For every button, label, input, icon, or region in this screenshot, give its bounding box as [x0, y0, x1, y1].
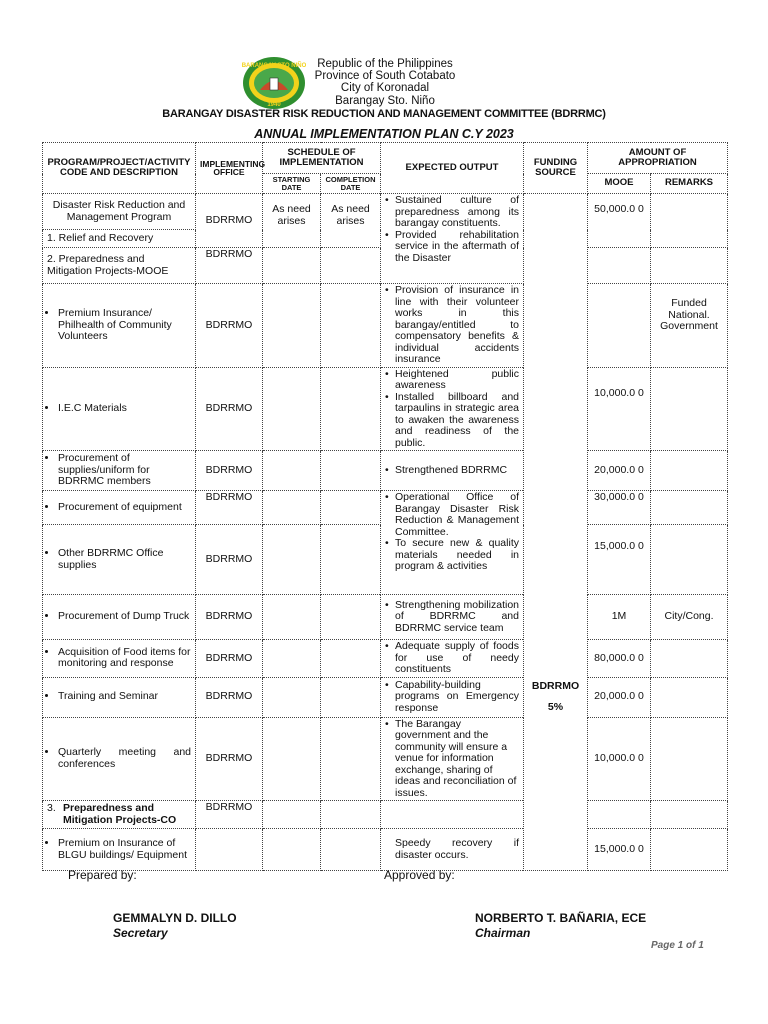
remarks-cell [651, 248, 728, 284]
address-line: Barangay Sto. Niño [335, 94, 435, 107]
mooe-cell [588, 248, 651, 284]
office-cell [196, 829, 263, 871]
start-date-cell [263, 677, 321, 717]
mooe-cell: 50,000.0 0 [588, 194, 651, 248]
svg-text:BARANGAY STO NIÑO: BARANGAY STO NIÑO [242, 63, 306, 69]
office-cell: BDRRMO [196, 194, 263, 248]
address-block [300, 58, 470, 107]
barangay-seal-icon [242, 56, 306, 110]
remarks-header: REMARKS [651, 174, 728, 194]
start-date-cell [263, 829, 321, 871]
output-cell: • Capability-building programs on Emergency response [381, 677, 524, 717]
program-item: • Quarterly meeting and conferences [58, 747, 191, 770]
approved-by-label: Approved by: [384, 868, 455, 882]
output-cell: • Heightened public awareness • Installed billboard and tarpaulins in strategic area to awaken the awareness and readiness of the public. [381, 367, 524, 451]
end-date-cell [321, 451, 381, 491]
office-cell: BDRRMO [196, 640, 263, 678]
end-date-cell [321, 595, 381, 640]
output-text: Installed billboard and tarpaulins in strategic area to awaken the awareness and readiness of the public. [395, 390, 519, 449]
mooe-cell: 30,000.0 0 [588, 491, 651, 525]
program-item: • Premium Insurance/ Philhealth of Community Volunteers [58, 308, 191, 343]
mooe-cell: 20,000.0 0 [588, 677, 651, 717]
page-number: Page 1 of 1 [651, 940, 704, 951]
program-header: PROGRAM/PROJECT/ACTIVITY CODE AND DESCRIPTION [43, 143, 196, 194]
output-header: EXPECTED OUTPUT [381, 143, 524, 194]
output-cell: • The Barangay government and the community will ensure a venue for information exchange, sharing of ideas and reconciliation of issues. [381, 717, 524, 801]
address-line: Republic of the Philippines [317, 58, 453, 70]
program-cell [43, 595, 196, 640]
funding-percent: 5% [547, 701, 564, 713]
completion-date-header: COMPLETION DATE [321, 174, 381, 194]
program-cell [43, 717, 196, 801]
remarks-cell [651, 640, 728, 678]
output-cell: • Strengthening mobilization of BDRRMC and BDRRMC service team [381, 595, 524, 640]
start-date-cell [263, 284, 321, 368]
address-line: City of Koronadal [340, 82, 430, 95]
starting-date-header: STARTING DATE [263, 174, 321, 194]
prepared-by-position: Secretary [113, 926, 168, 940]
program-item: Preparedness and Mitigation Projects-CO [63, 802, 177, 826]
office-cell: BDRRMO [196, 248, 263, 284]
remarks-cell [651, 367, 728, 451]
program-cell [43, 829, 196, 871]
mooe-cell: 10,000.0 0 [588, 367, 651, 451]
remarks-cell [651, 525, 728, 595]
mooe-cell: 10,000.0 0 [588, 717, 651, 801]
output-text: The Barangay government and the community will ensure a venue for information exchange, sharing of ideas and reconciliation of issues. [395, 717, 517, 799]
amount-header: AMOUNT OF APPROPRIATION [588, 143, 728, 174]
program-item: • I.E.C Materials [58, 403, 191, 415]
program-cell [43, 525, 196, 595]
remarks-cell [651, 491, 728, 525]
output-cell: • Adequate supply of foods for use of needy constituents [381, 640, 524, 678]
program-item: • Procurement of Dump Truck [58, 611, 191, 623]
program-cell [43, 677, 196, 717]
output-text: Sustained culture of preparedness among its barangay constituents. [395, 194, 519, 229]
end-date-cell [321, 367, 381, 451]
output-text: Strengthening mobilization of BDRRMC and BDRRMC service team [395, 598, 519, 634]
program-item: • Training and Seminar [58, 691, 191, 703]
end-date-cell [321, 248, 381, 284]
program-cell [43, 367, 196, 451]
end-date-cell [321, 829, 381, 871]
prepared-by-label: Prepared by: [68, 868, 137, 882]
program-cell: 1. Relief and Recovery [43, 230, 196, 248]
mooe-header: MOOE [588, 174, 651, 194]
output-cell: Speedy recovery if disaster occurs. [381, 829, 524, 871]
prepared-by-name: GEMMALYN D. DILLO [113, 911, 237, 925]
program-item: • Premium on Insurance of BLGU buildings/ Equipment [58, 838, 191, 861]
mooe-cell: 20,000.0 0 [588, 451, 651, 491]
schedule-header: SCHEDULE OF IMPLEMENTATION [263, 143, 381, 174]
office-cell: BDRRMO [196, 525, 263, 595]
office-cell: BDRRMO [196, 595, 263, 640]
start-date-cell [263, 640, 321, 678]
program-cell [43, 451, 196, 491]
output-cell: • Operational Office of Barangay Disaster Risk Reduction & Management Committee. • To secure new & quality materials needed in program & activities [381, 491, 524, 595]
svg-text:1940: 1940 [267, 102, 281, 108]
output-text: Provision of insurance in line with their volunteer works in this barangay/entitled to compensatory benefits & individual accidents insurance [395, 284, 519, 365]
output-text: Capability-building programs on Emergency response [395, 678, 519, 714]
end-date-cell [321, 284, 381, 368]
approved-by-position: Chairman [475, 926, 531, 940]
program-cell [43, 640, 196, 678]
mooe-cell [588, 284, 651, 368]
start-date-cell: As need arises [263, 194, 321, 248]
program-cell: Disaster Risk Reduction and Management Program [43, 194, 196, 230]
output-text: Operational Office of Barangay Disaster Risk Reduction & Management Committee. [395, 491, 519, 538]
remarks-cell [651, 194, 728, 248]
program-cell [43, 284, 196, 368]
output-cell: • Sustained culture of preparedness among its barangay constituents. • Provided rehabilitation service in the aftermath of the Disaster [381, 194, 524, 284]
remarks-cell [651, 801, 728, 829]
end-date-cell [321, 717, 381, 801]
end-date-cell [321, 640, 381, 678]
remarks-cell: Funded National. Government [651, 284, 728, 368]
remarks-cell [651, 829, 728, 871]
funding-source: BDRRMO [531, 679, 580, 692]
output-text: Provided rehabilitation service in the aftermath of the Disaster [395, 228, 519, 264]
output-cell [381, 801, 524, 829]
mooe-cell: 1M [588, 595, 651, 640]
office-cell: BDRRMO [196, 367, 263, 451]
document-header [0, 56, 768, 114]
mooe-cell: 80,000.0 0 [588, 640, 651, 678]
implementation-plan-table [42, 142, 728, 871]
office-cell: BDRRMO [196, 717, 263, 801]
output-text: Strengthened BDRRMC [395, 463, 508, 476]
remarks-cell: City/Cong. [651, 595, 728, 640]
start-date-cell [263, 595, 321, 640]
program-item: • Procurement of supplies/uniform for BDRRMC members [58, 453, 191, 488]
output-cell: • Provision of insurance in line with their volunteer works in this barangay/entitled to compensatory benefits & individual accidents insurance [381, 284, 524, 368]
output-text: To secure new & quality materials needed in program & activities [395, 537, 519, 572]
program-item: • Procurement of equipment [58, 502, 191, 514]
end-date-cell [321, 677, 381, 717]
program-item: • Acquisition of Food items for monitoring and response [58, 647, 191, 670]
office-cell: BDRRMO [196, 491, 263, 525]
committee-title: BARANGAY DISASTER RISK REDUCTION AND MANAGEMENT COMMITTEE (BDRRMC) [162, 108, 606, 120]
output-text: Heightened public awareness [395, 367, 519, 391]
program-cell: 2. Preparedness and Mitigation Projects-MOOE [43, 248, 196, 284]
end-date-cell: As need arises [321, 194, 381, 248]
output-cell: • Strengthened BDRRMC [381, 451, 524, 491]
office-header: IMPLEMENTING OFFICE [196, 143, 263, 194]
start-date-cell [263, 717, 321, 801]
start-date-cell [263, 801, 321, 829]
program-cell [43, 801, 196, 829]
office-cell: BDRRMO [196, 284, 263, 368]
start-date-cell [263, 491, 321, 525]
remarks-cell [651, 451, 728, 491]
funding-header: FUNDING SOURCE [524, 143, 588, 194]
start-date-cell [263, 451, 321, 491]
office-cell: BDRRMO [196, 677, 263, 717]
office-cell: BDRRMO [196, 801, 263, 829]
program-cell [43, 491, 196, 525]
remarks-cell [651, 717, 728, 801]
start-date-cell [263, 525, 321, 595]
plan-title: ANNUAL IMPLEMENTATION PLAN C.Y 2023 [254, 127, 514, 141]
start-date-cell [263, 248, 321, 284]
address-line: Province of South Cotabato [314, 70, 456, 83]
output-text: Adequate supply of foods for use of needy constituents [395, 640, 519, 675]
approved-by-name: NORBERTO T. BAÑARIA, ECE [475, 911, 647, 925]
start-date-cell [263, 367, 321, 451]
mooe-cell: 15,000.0 0 [588, 525, 651, 595]
end-date-cell [321, 525, 381, 595]
program-number: 3. [47, 802, 56, 814]
end-date-cell [321, 491, 381, 525]
end-date-cell [321, 801, 381, 829]
program-item: • Other BDRRMC Office supplies [58, 548, 191, 571]
remarks-cell [651, 677, 728, 717]
mooe-cell [588, 801, 651, 829]
funding-source-cell [524, 194, 588, 871]
office-cell: BDRRMO [196, 451, 263, 491]
mooe-cell: 15,000.0 0 [588, 829, 651, 871]
